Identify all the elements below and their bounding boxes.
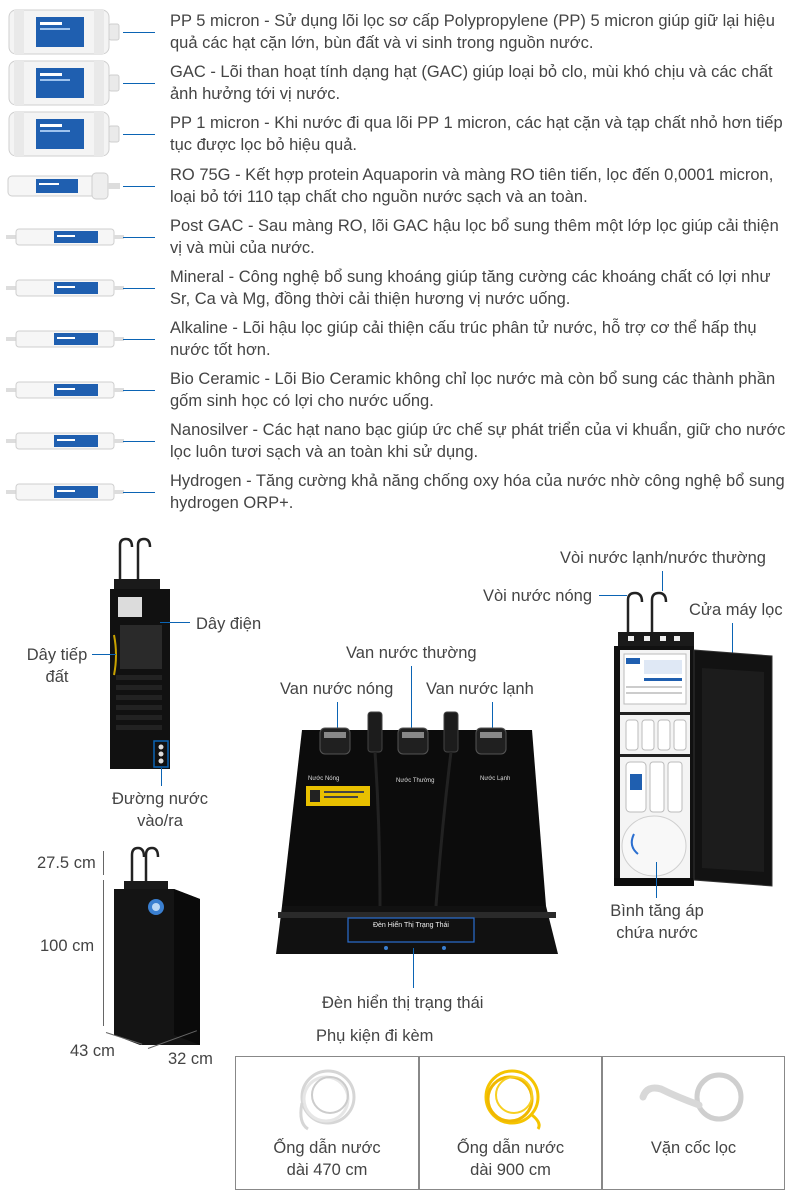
body-height-label: 100 cm [40,937,95,955]
accessory-label: Ống dẫn nước dài 900 cm [456,1139,565,1179]
power-cord-label: Dây điện [196,615,262,633]
hose-coil-icon [472,1063,552,1133]
filter-row-ro [0,162,800,213]
water-inlet-leader [161,768,162,786]
top-panel-image [276,706,558,954]
knob-normal-caption: Nước Thường [396,778,435,784]
filter-description: Bio Ceramic - Lõi Bio Ceramic không chỉ lọc nước mà còn bổ sung các thành phần gốm sinh học có lợi cho nước uống. [170,370,776,410]
width-label: 43 cm [70,1042,115,1060]
ro-membrane-icon [6,170,126,202]
filter-row-alkaline [0,315,800,366]
tank-label: Bình tăng áp chứa nước [610,902,704,942]
inline-filter-icon [6,225,126,249]
inline-filter-icon [6,429,126,453]
filter-leader-line [123,441,155,442]
inline-filter-icon [6,378,126,402]
body-height-line [103,880,104,1026]
accessories-title: Phụ kiện đi kèm [316,1027,434,1045]
inline-filter-icon [6,480,126,504]
tank-leader [656,862,657,898]
filter-leader-line [123,390,155,391]
hot-valve-label: Van nước nóng [280,680,394,698]
normal-valve-label: Van nước thường [346,644,477,662]
knob-cold-caption: Nước Lạnh [480,776,511,782]
faucet-height-label: 27.5 cm [37,854,96,872]
machine-rear-image [100,535,180,775]
accessory-hose-470 [235,1056,419,1190]
filter-row-gac [0,59,800,110]
status-light-label: Đèn hiển thị trạng thái [322,994,484,1012]
accessory-label: Ống dẫn nước dài 470 cm [273,1139,381,1179]
filter-row-post-gac [0,213,800,264]
filter-description: PP 1 micron - Khi nước đi qua lõi PP 1 micron, các hạt cặn và tạp chất nhỏ hơn tiếp tục được lọc bỏ hiệu quả. [170,114,783,154]
filter-leader-line [123,186,155,187]
filter-description: Post GAC - Sau màng RO, lõi GAC hậu lọc bổ sung thêm một lớp lọc giúp cải thiện vị và mùi của nước. [170,217,779,257]
filter-description: RO 75G - Kết hợp protein Aquaporin và màng RO tiên tiến, lọc đến 0,0001 micron, loại bỏ tới 110 tạp chất cho nguồn nước sạch và an toàn. [170,166,774,206]
large-filter-housing-icon [6,59,126,107]
knob-hot-caption: Nước Nóng [308,776,340,782]
hose-coil-icon [288,1063,368,1133]
filter-row-hydrogen [0,468,800,519]
filter-description: Nanosilver - Các hạt nano bạc giúp ức chế sự phát triển của vi khuẩn, giữ cho nước lọc luôn tươi sạch và an toàn khi sử dụng. [170,421,786,461]
filter-leader-line [123,492,155,493]
filter-row-bio-ceramic [0,366,800,417]
filter-description: PP 5 micron - Sử dụng lõi lọc sơ cấp Polypropylene (PP) 5 micron giúp giữ lại hiệu quả các hạt cặn lớn, bùn đất và vi sinh trong nguồn nước. [170,12,775,52]
status-light-leader [413,948,414,988]
large-filter-housing-icon [6,8,126,56]
machine-front-image [110,845,210,1055]
water-inlet-label: Đường nước vào/ra [111,790,208,830]
filter-description: Hydrogen - Tăng cường khả năng chống oxy hóa của nước nhờ công nghệ bổ sung hydrogen ORP+. [170,472,785,512]
filter-leader-line [123,339,155,340]
filter-description: Mineral - Công nghệ bổ sung khoáng giúp tăng cường các khoáng chất có lợi như Sr, Ca và Mg, đồng thời cải thiện hương vị nước uống. [170,268,771,308]
filter-row-pp1 [0,110,800,161]
accessory-label: Vặn cốc lọc [650,1139,737,1157]
filter-row-nanosilver [0,417,800,468]
panel-display-caption: Đèn Hiển Thị Trạng Thái [372,922,449,929]
large-filter-housing-icon [6,110,126,158]
filter-leader-line [123,134,155,135]
accessory-hose-900 [419,1056,602,1190]
filter-leader-line [123,237,155,238]
filter-wrench-icon [637,1067,757,1131]
filter-leader-line [123,32,155,33]
filter-leader-line [123,83,155,84]
depth-label: 32 cm [168,1050,213,1068]
cold-normal-faucet-label: Vòi nước lạnh/nước thường [560,549,766,567]
power-cord-leader [160,622,190,623]
filter-row-mineral [0,264,800,315]
ground-wire-label: Dây tiếp đất [26,646,88,686]
faucet-height-line [103,851,104,875]
inline-filter-icon [6,276,126,300]
inline-filter-icon [6,327,126,351]
cold-valve-label: Van nước lạnh [426,680,534,698]
filter-description: Alkaline - Lõi hậu lọc giúp cải thiện cấu trúc phân tử nước, hỗ trợ cơ thể hấp thụ nước tốt hơn. [170,319,757,359]
filter-description: GAC - Lõi than hoạt tính dạng hạt (GAC) giúp loại bỏ clo, mùi khó chịu và các chất ảnh hưởng tới vị nước. [170,63,773,103]
cabinet-door-label: Cửa máy lọc [689,601,783,619]
hot-faucet-label: Vòi nước nóng [483,587,593,605]
filter-leader-line [123,288,155,289]
machine-open-image [610,588,780,892]
filter-row-pp5 [0,8,800,59]
ground-wire-leader [92,654,116,655]
accessory-filter-wrench [602,1056,785,1190]
